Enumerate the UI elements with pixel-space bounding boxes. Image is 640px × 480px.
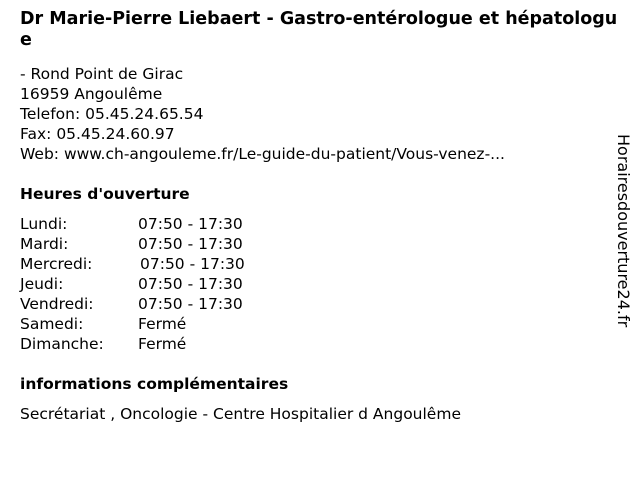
time-value: Fermé [138, 335, 187, 353]
address-city: 16959 Angoulême [20, 85, 163, 103]
address-street: - Rond Point de Girac [20, 65, 184, 83]
hours-row-mardi [20, 234, 320, 254]
hours-row-mercredi [20, 254, 320, 274]
day-label: Dimanche: [20, 335, 104, 353]
hours-heading: Heures d'ouverture [20, 185, 190, 203]
time-value: 07:50 - 17:30 [138, 235, 243, 253]
time-value: 07:50 - 17:30 [138, 295, 243, 313]
day-label: Mercredi: [20, 255, 93, 273]
phone-number[interactable]: Telefon: 05.45.24.65.54 [20, 105, 204, 123]
day-label: Jeudi: [20, 275, 64, 293]
opening-hours-table [20, 214, 320, 354]
fax-number: Fax: 05.45.24.60.97 [20, 125, 175, 143]
hours-row-vendredi [20, 294, 320, 314]
page-title: Dr Marie-Pierre Liebaert - Gastro-entérologue et hépatologue [20, 9, 618, 50]
day-label: Vendredi: [20, 295, 94, 313]
info-heading: informations complémentaires [20, 375, 289, 393]
time-value: 07:50 - 17:30 [140, 255, 245, 273]
day-label: Mardi: [20, 235, 69, 253]
time-value: Fermé [138, 315, 187, 333]
hours-row-lundi [20, 214, 320, 234]
time-value: 07:50 - 17:30 [138, 275, 243, 293]
website-link[interactable]: Web: www.ch-angouleme.fr/Le-guide-du-patient/Vous-venez-... [20, 145, 505, 163]
day-label: Samedi: [20, 315, 84, 333]
address-block [20, 64, 505, 164]
hours-row-jeudi [20, 274, 320, 294]
day-label: Lundi: [20, 215, 68, 233]
site-watermark: Horairesdouverture24.fr [614, 134, 633, 328]
hours-row-samedi [20, 314, 320, 334]
hours-row-dimanche [20, 334, 320, 354]
time-value: 07:50 - 17:30 [138, 215, 243, 233]
info-text: Secrétariat , Oncologie - Centre Hospitalier d Angoulême [20, 405, 461, 423]
